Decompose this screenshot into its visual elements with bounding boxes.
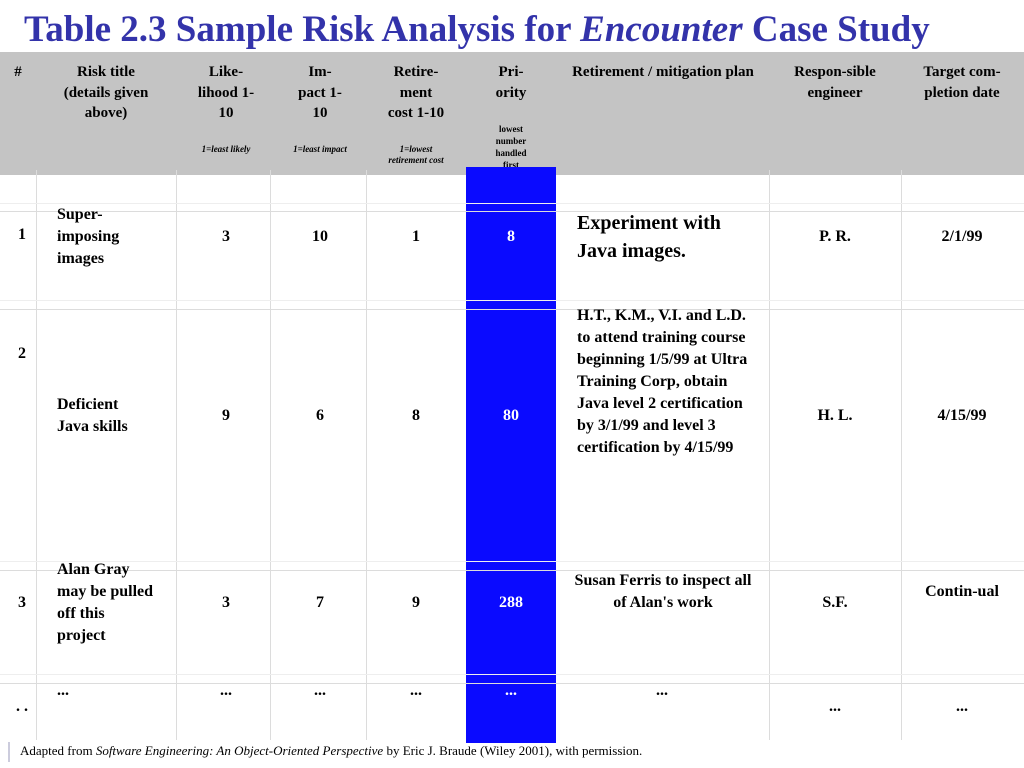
mitigation-plan: ... bbox=[656, 682, 668, 699]
source-footnote: Adapted from Software Engineering: An Object-Oriented Perspective by Eric J. Braude (Wiley 2001), with permission. bbox=[20, 743, 643, 758]
grid-line bbox=[36, 170, 37, 740]
target-date: 2/1/99 bbox=[941, 228, 983, 245]
cost-value: 9 bbox=[412, 594, 420, 611]
impact-value: 7 bbox=[316, 594, 324, 611]
impact-value: 6 bbox=[316, 407, 324, 424]
cost-value: 8 bbox=[412, 407, 420, 424]
priority-value: ... bbox=[505, 682, 517, 699]
responsible-engineer: P. R. bbox=[819, 228, 851, 245]
risk-title: ... bbox=[57, 682, 69, 699]
priority-column-highlight bbox=[466, 167, 556, 743]
row-num: 2 bbox=[18, 345, 26, 362]
grid-line bbox=[0, 309, 1024, 310]
grid-line bbox=[270, 170, 271, 740]
priority-value: 8 bbox=[507, 228, 515, 245]
responsible-engineer: S.F. bbox=[822, 594, 848, 611]
impact-value: ... bbox=[314, 682, 326, 699]
header-engineer: Respon-sible engineer bbox=[794, 64, 876, 101]
header-num: # bbox=[14, 64, 22, 80]
header-impact: Im-pact 1-10 bbox=[298, 64, 342, 121]
grid-line bbox=[769, 170, 770, 740]
target-date: ... bbox=[956, 698, 968, 715]
priority-value: 288 bbox=[499, 594, 523, 611]
header-likelihood-note: 1=least likely bbox=[201, 144, 251, 154]
likelihood-value: 9 bbox=[222, 407, 230, 424]
risk-title: Deficient Java skills bbox=[57, 396, 128, 435]
risk-title: Super-imposing images bbox=[57, 206, 120, 267]
header-plan: Retirement / mitigation plan bbox=[572, 64, 754, 80]
risk-title: Alan Gray may be pulled off this project bbox=[57, 561, 154, 644]
responsible-engineer: ... bbox=[829, 698, 841, 715]
grid-line bbox=[176, 170, 177, 740]
header-retirement-cost-note: 1=lowest retirement cost bbox=[388, 144, 444, 165]
priority-value: 80 bbox=[503, 407, 519, 424]
grid-line bbox=[0, 300, 1024, 301]
cost-value: ... bbox=[410, 682, 422, 699]
header-priority-note: lowest number handled first bbox=[495, 124, 527, 167]
header-priority: Pri-ority bbox=[495, 64, 527, 101]
grid-line bbox=[366, 170, 367, 740]
mitigation-plan: Experiment with Java images. bbox=[577, 212, 721, 262]
page-title: Table 2.3 Sample Risk Analysis for Encounter Case Study bbox=[24, 9, 930, 50]
grid-line bbox=[0, 203, 1024, 204]
divider bbox=[8, 742, 10, 762]
mitigation-plan: H.T., K.M., V.I. and L.D. to attend training course beginning 1/5/99 at Ultra Training Corp, obtain Java level 2 certification by 3/1/99 and level 3 certification by 4/15/99 bbox=[577, 307, 748, 456]
grid-line bbox=[0, 674, 1024, 675]
header-risk-title: Risk title (details given above) bbox=[63, 64, 149, 121]
cost-value: 1 bbox=[412, 228, 420, 245]
row-num: 1 bbox=[18, 226, 26, 243]
target-date: Contin-ual bbox=[925, 583, 999, 600]
likelihood-value: 3 bbox=[222, 594, 230, 611]
grid-line bbox=[0, 211, 1024, 212]
grid-line bbox=[901, 170, 902, 740]
impact-value: 10 bbox=[312, 228, 328, 245]
mitigation-plan: Susan Ferris to inspect all of Alan's work bbox=[574, 572, 752, 611]
row-num: 3 bbox=[18, 594, 26, 611]
row-num: . . bbox=[16, 698, 28, 715]
target-date: 4/15/99 bbox=[937, 407, 987, 424]
header-target-date: Target com-pletion date bbox=[923, 64, 1001, 101]
header-retirement-cost: Retire-ment cost 1-10 bbox=[387, 64, 445, 121]
likelihood-value: ... bbox=[220, 682, 232, 699]
header-likelihood: Like-lihood 1-10 bbox=[197, 64, 255, 121]
header-impact-note: 1=least impact bbox=[293, 144, 347, 154]
responsible-engineer: H. L. bbox=[817, 407, 853, 424]
likelihood-value: 3 bbox=[222, 228, 230, 245]
